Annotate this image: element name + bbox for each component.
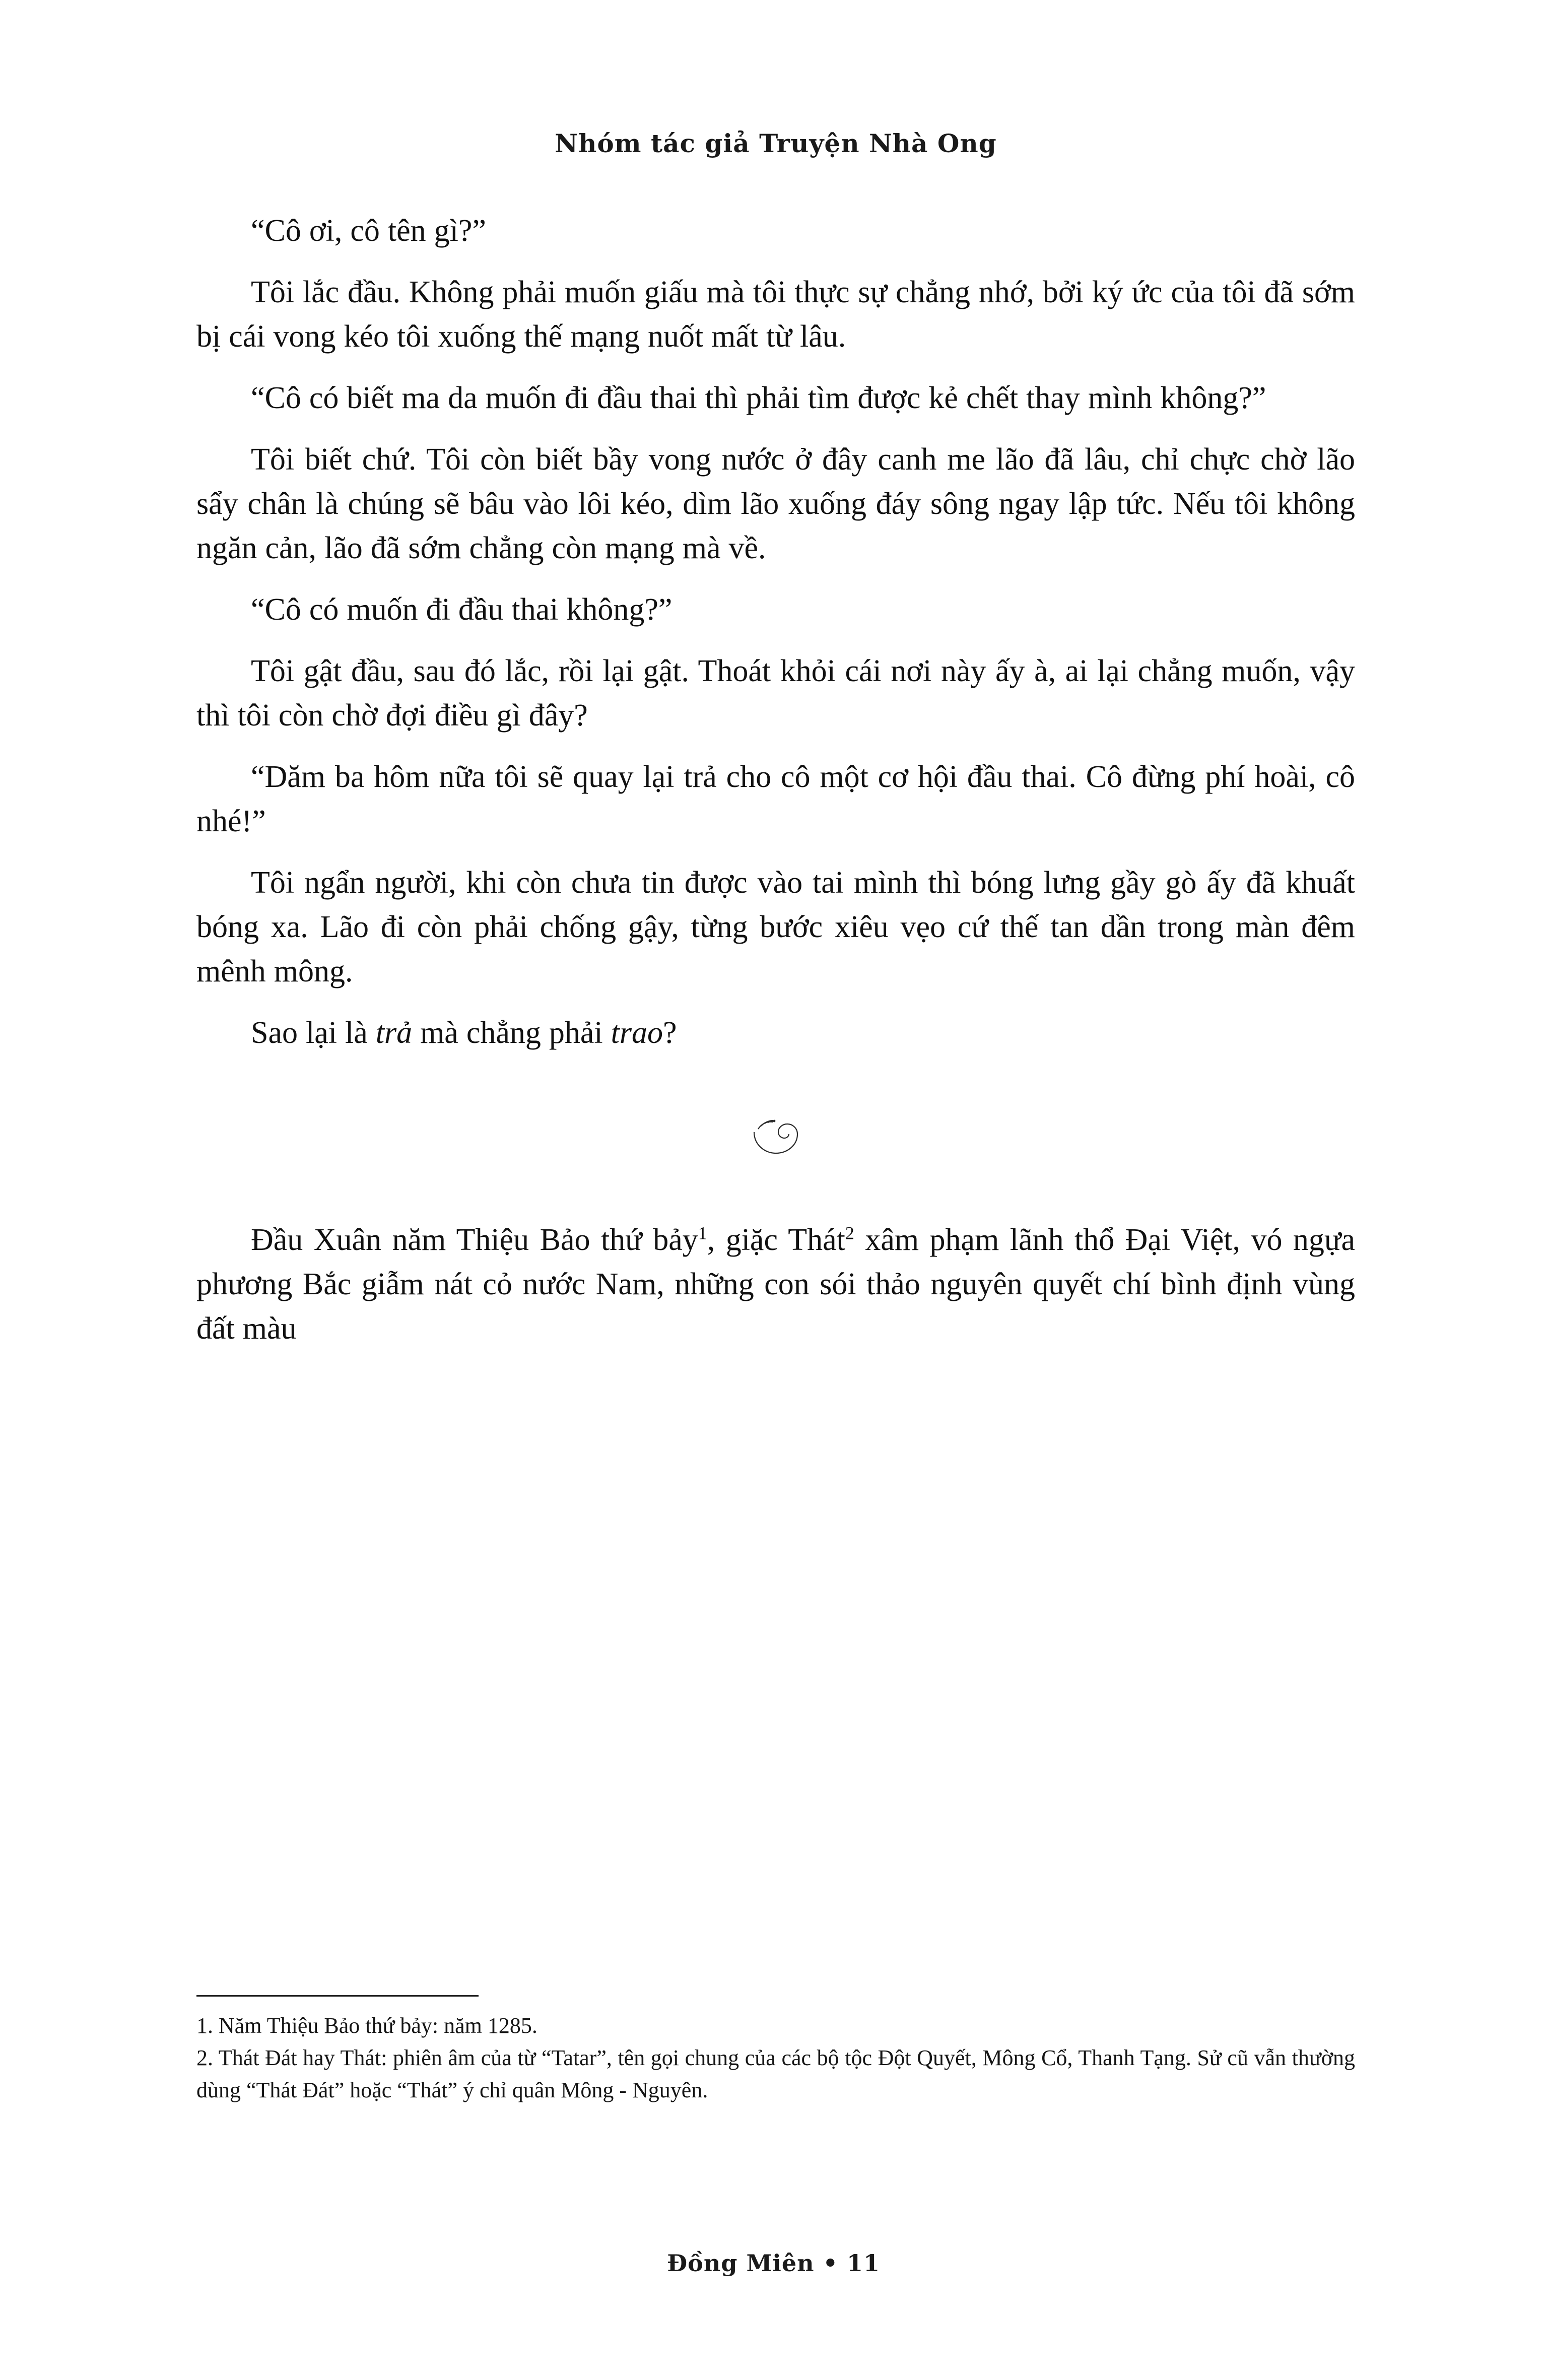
footnote-divider bbox=[196, 1995, 479, 1997]
text-fragment: Đầu Xuân năm Thiệu Bảo thứ bảy bbox=[251, 1222, 698, 1257]
body-text bbox=[196, 209, 1355, 1351]
text-fragment: xâm phạm lãnh thổ Đại Việt, vó ngựa phương Bắc giẫm nát cỏ nước Nam, những con sói thảo nguyên quyết chí bình định vùng đất màu bbox=[196, 1222, 1356, 1346]
footnote-item: 1. Năm Thiệu Bảo thứ bảy: năm 1285. bbox=[196, 2013, 537, 2038]
page-folio: Đồng Miên • 11 bbox=[666, 2250, 881, 2277]
footnote-item: 2. Thát Đát hay Thát: phiên âm của từ “Tatar”, tên gọi chung của các bộ tộc Đột Quyết, Mông Cổ, Thanh Tạng. Sử cũ vẫn thường dùng “Thát Đát” hoặc “Thát” ý chỉ quân Mông - Nguyên. bbox=[196, 2045, 1355, 2102]
italic-word-trao: trao bbox=[611, 1016, 663, 1050]
paragraph: Tôi ngẩn người, khi còn chưa tin được vào tai mình thì bóng lưng gầy gò ấy đã khuất bóng xa. Lão đi còn phải chống gậy, từng bước xiêu vẹo cứ thế tan dần trong màn đêm mênh mông. bbox=[196, 866, 1355, 989]
paragraph: “Dăm ba hôm nữa tôi sẽ quay lại trả cho cô một cơ hội đầu thai. Cô đừng phí hoài, cô nhé!” bbox=[196, 760, 1355, 839]
text-fragment: Sao lại là bbox=[251, 1016, 376, 1050]
text-fragment: mà chẳng phải bbox=[412, 1016, 611, 1050]
paragraph: “Cô có biết ma da muốn đi đầu thai thì phải tìm được kẻ chết thay mình không?” bbox=[251, 381, 1266, 416]
page-content bbox=[196, 0, 1355, 1368]
paragraph: Tôi biết chứ. Tôi còn biết bầy vong nước ở đây canh me lão đã lâu, chỉ chực chờ lão sẩy chân là chúng sẽ bâu vào lôi kéo, dìm lão xuống đáy sông ngay lập tức. Nếu tôi không ngăn cản, lão đã sớm chẳng còn mạng mà về. bbox=[196, 442, 1355, 566]
paragraph-with-italics bbox=[196, 1011, 1355, 1055]
footnote-marker-1[interactable]: 1 bbox=[698, 1222, 707, 1243]
footnote-marker-2[interactable]: 2 bbox=[845, 1222, 854, 1243]
footnotes-block bbox=[196, 1995, 1355, 2106]
paragraph: “Cô ơi, cô tên gì?” bbox=[251, 214, 486, 248]
text-fragment: , giặc Thát bbox=[707, 1222, 845, 1257]
running-head: Nhóm tác giả Truyện Nhà Ong bbox=[555, 128, 997, 158]
paragraph: “Cô có muốn đi đầu thai không?” bbox=[251, 592, 672, 627]
paragraph: Tôi gật đầu, sau đó lắc, rồi lại gật. Thoát khỏi cái nơi này ấy à, ai lại chẳng muốn, vậy thì tôi còn chờ đợi điều gì đây? bbox=[196, 654, 1355, 733]
text-fragment: ? bbox=[662, 1016, 677, 1050]
italic-word-tra: trả bbox=[375, 1016, 413, 1050]
paragraph-after-ornament bbox=[196, 1218, 1355, 1351]
swirl-ornament-icon bbox=[196, 1117, 1355, 1162]
paragraph: Tôi lắc đầu. Không phải muốn giấu mà tôi thực sự chẳng nhớ, bởi ký ức của tôi đã sớm bị cái vong kéo tôi xuống thế mạng nuốt mất từ lâu. bbox=[196, 275, 1355, 354]
